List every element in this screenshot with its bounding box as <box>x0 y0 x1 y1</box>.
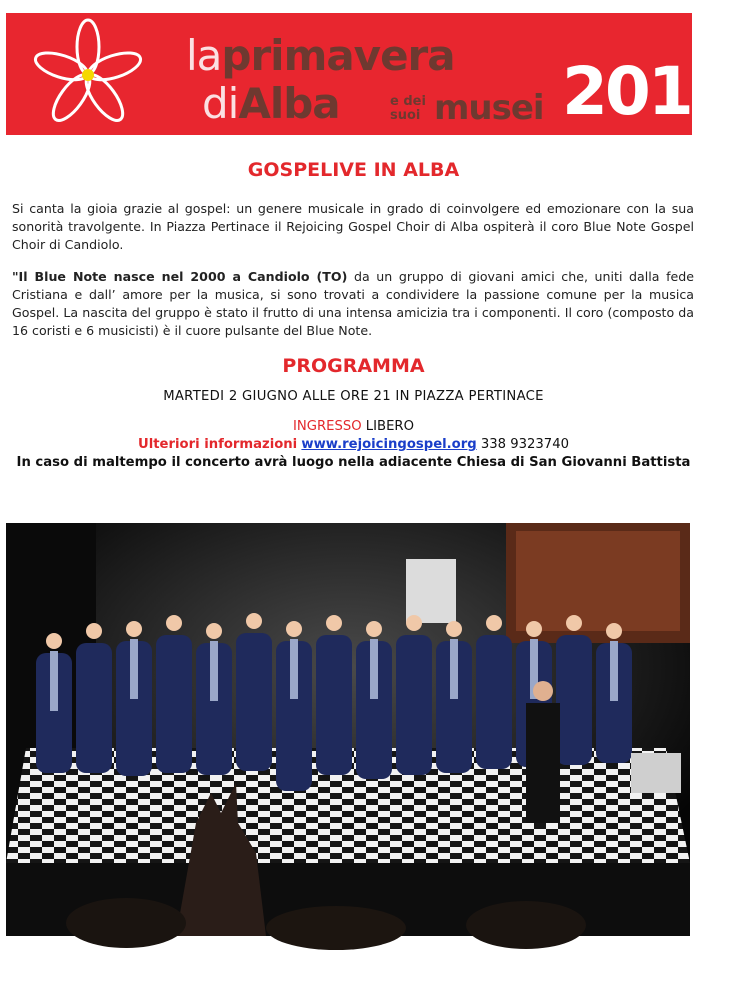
website-link[interactable]: www.rejoicingospel.org <box>301 437 477 452</box>
banner-suoi: suoi <box>390 108 421 123</box>
programma-heading: PROGRAMMA <box>282 355 425 377</box>
choir-paragraph-lead: "Il Blue Note nasce nel 2000 a Candiolo (TO) <box>12 269 348 284</box>
header-banner <box>6 13 734 135</box>
intro-paragraph: Si canta la gioia grazie al gospel: un genere musicale in grado di coinvolgere ed emozionare con la sua sonorità travolgente. In Piazza Pertinace il Rejoicing Gospel Choir di Alba ospiterà il coro Blue Note Gospel Choir di Candiolo. <box>12 201 694 252</box>
choir-paragraph-body: da un gruppo di giovani amici che, uniti dalla fede Cristiana e dall’ amore per la musica, si sono trovati a condividere la passione comune per la musica Gospel. La nascita del gruppo è stato il frutto di una intensa amicizia tra i componenti. Il coro (composto da 16 coristi e 6 musicisti) è il cuore pulsante del Blue Note. <box>12 269 694 338</box>
choir-photo <box>6 523 690 936</box>
phone-number: 338 9323740 <box>476 437 569 452</box>
banner-year: 2016 <box>562 53 734 130</box>
info-label: Ulteriori informazioni <box>138 437 298 452</box>
ingresso-label: INGRESSO <box>293 419 362 434</box>
banner-title-line1: laprimavera <box>186 31 455 80</box>
event-date: MARTEDI 2 GIUGNO ALLE ORE 21 IN PIAZZA PERTINACE <box>163 389 544 404</box>
info-line <box>0 436 707 454</box>
banner-musei: musei <box>434 88 544 128</box>
banner-title-line2: diAlba <box>202 79 340 128</box>
weather-note: In caso di maltempo il concerto avrà luogo nella adiacente Chiesa di San Giovanni Battista <box>16 455 691 470</box>
ingresso-value: LIBERO <box>361 419 414 434</box>
banner-e-dei: e dei <box>390 94 426 109</box>
ingresso-line <box>0 418 707 436</box>
event-title: GOSPELIVE IN ALBA <box>247 159 460 181</box>
daisy-logo-icon <box>22 19 154 131</box>
choir-paragraph <box>12 268 694 340</box>
